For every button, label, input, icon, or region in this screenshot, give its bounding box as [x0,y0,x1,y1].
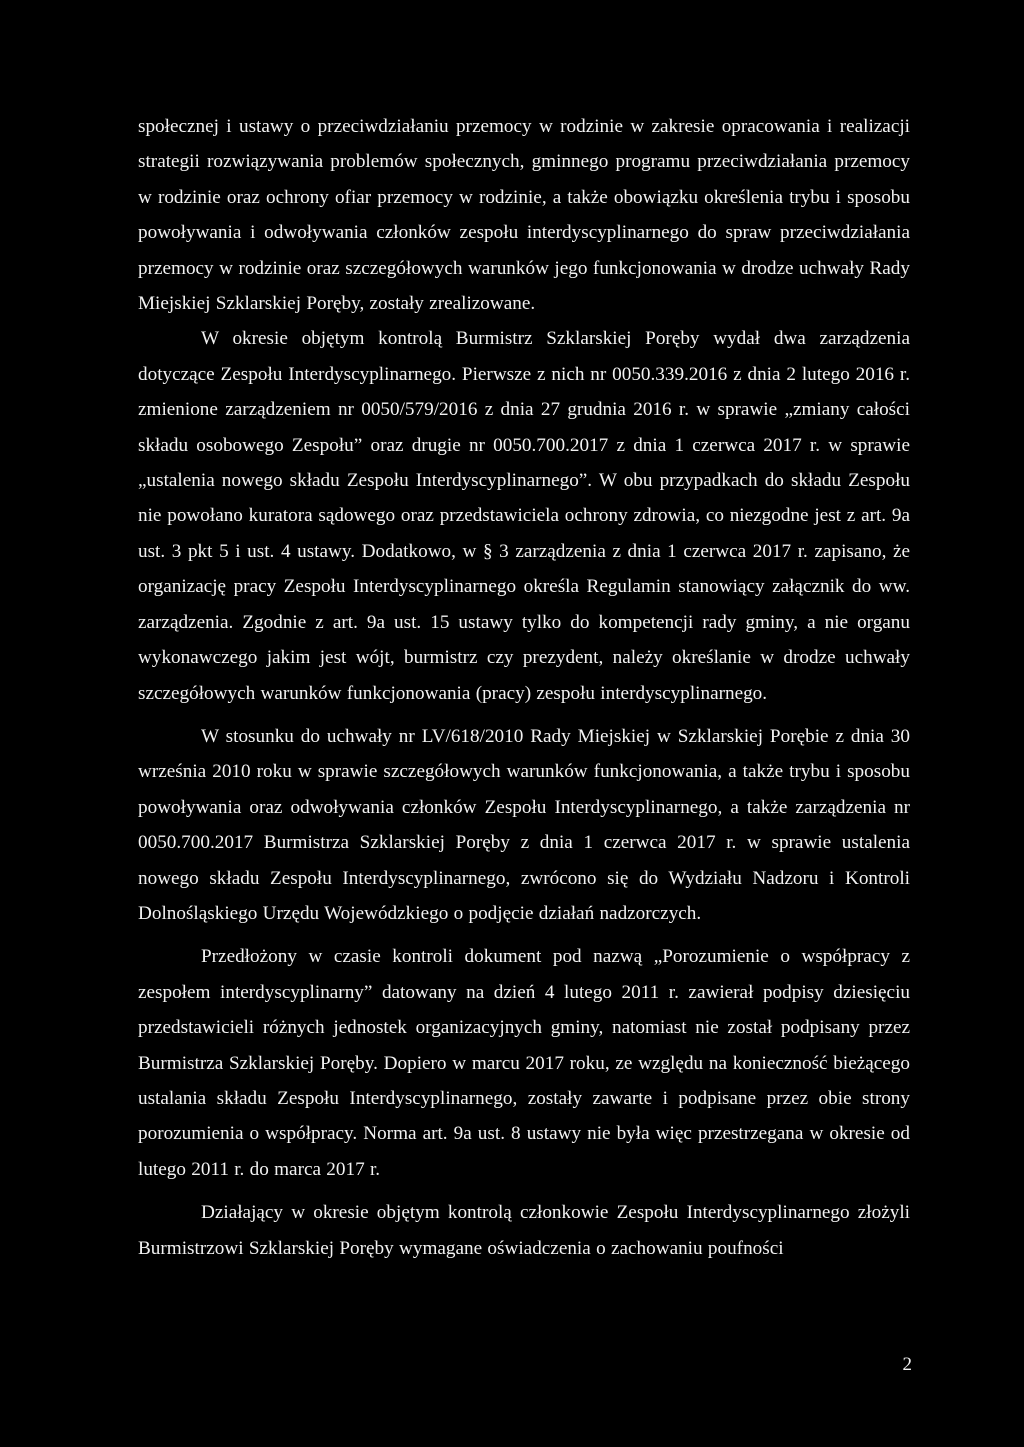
paragraph-5: Działający w okresie objętym kontrolą członkowie Zespołu Interdyscyplinarnego złożyli Burmistrzowi Szklarskiej Poręby wymagane oświadczenia o zachowaniu poufności [138,1202,910,1259]
paragraph-1: społecznej i ustawy o przeciwdziałaniu przemocy w rodzinie w zakresie opracowania i realizacji strategii rozwiązywania problemów społecznych, gminnego programu przeciwdziałania przemocy w rodzinie oraz ochrony ofiar przemocy w rodzinie, a także obowiązku określenia trybu i sposobu powoływania i odwoływania członków zespołu interdyscyplinarnego do spraw przeciwdziałania przemocy w rodzinie oraz szczegółowych warunków jego funkcjonowania w drodze uchwały Rady Miejskiej Szklarskiej Poręby, zostały zrealizowane. [138,116,910,315]
paragraph-4: Przedłożony w czasie kontroli dokument pod nazwą „Porozumienie o współpracy z zespołem interdyscyplinarny” datowany na dzień 4 lutego 2011 r. zawierał podpisy dziesięciu przedstawicieli różnych jednostek organizacyjnych gminy, natomiast nie został podpisany przez Burmistrza Szklarskiej Poręby. Dopiero w marcu 2017 roku, ze względu na konieczność bieżącego ustalania składu Zespołu Interdyscyplinarnego, zostały zawarte i podpisane przez obie strony porozumienia o współpracy. Norma art. 9a ust. 8 ustawy nie była więc przestrzegana w okresie od lutego 2011 r. do marca 2017 r. [138,946,910,1180]
page-number: 2 [902,1354,912,1375]
paragraph-3: W stosunku do uchwały nr LV/618/2010 Rady Miejskiej w Szklarskiej Porębie z dnia 30 września 2010 roku w sprawie szczegółowych warunków funkcjonowania, a także trybu i sposobu powoływania oraz odwoływania członków Zespołu Interdyscyplinarnego, a także zarządzenia nr 0050.700.2017 Burmistrza Szklarskiej Poręby z dnia 1 czerwca 2017 r. w sprawie ustalenia nowego składu Zespołu Interdyscyplinarnego, zwrócono się do Wydziału Nadzoru i Kontroli Dolnośląskiego Urzędu Wojewódzkiego o podjęcie działań nadzorczych. [138,725,910,924]
document-body [138,109,910,1266]
paragraph-2: W okresie objętym kontrolą Burmistrz Szklarskiej Poręby wydał dwa zarządzenia dotyczące Zespołu Interdyscyplinarnego. Pierwsze z nich nr 0050.339.2016 z dnia 2 lutego 2016 r. zmienione zarządzeniem nr 0050/579/2016 z dnia 27 grudnia 2016 r. w sprawie „zmiany całości składu osobowego Zespołu” oraz drugie nr 0050.700.2017 z dnia 1 czerwca 2017 r. w sprawie „ustalenia nowego składu Zespołu Interdyscyplinarnego”. W obu przypadkach do składu Zespołu nie powołano kuratora sądowego oraz przedstawiciela ochrony zdrowia, co niezgodne jest z art. 9a ust. 3 pkt 5 i ust. 4 ustawy. Dodatkowo, w § 3 zarządzenia z dnia 1 czerwca 2017 r. zapisano, że organizację pracy Zespołu Interdyscyplinarnego określa Regulamin stanowiący załącznik do ww. zarządzenia. Zgodnie z art. 9a ust. 15 ustawy tylko do kompetencji rady gminy, a nie organu wykonawczego jakim jest wójt, burmistrz czy prezydent, należy określanie w drodze uchwały szczegółowych warunków funkcjonowania (pracy) zespołu interdyscyplinarnego. [138,328,910,704]
